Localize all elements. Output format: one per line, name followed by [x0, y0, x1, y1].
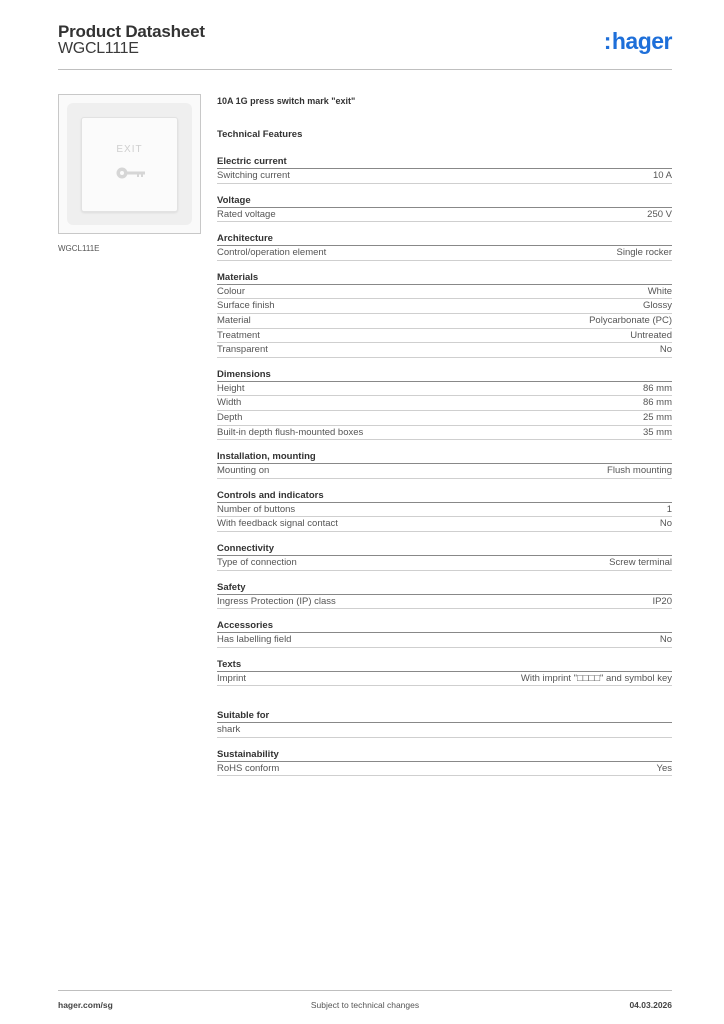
spec-label: Mounting on — [217, 465, 270, 477]
spec-value: No — [659, 344, 672, 356]
hager-logo — [604, 28, 672, 55]
extra-sections — [217, 709, 672, 776]
section-title: Suitable for — [217, 709, 672, 723]
spec-row — [217, 595, 672, 610]
spec-value: 35 mm — [642, 426, 672, 438]
spec-label: Transparent — [217, 344, 268, 356]
spec-row — [217, 343, 672, 358]
spec-value: No — [659, 634, 672, 646]
spec-value: With imprint "□□□□" and symbol key — [520, 672, 672, 684]
spec-label: Has labelling field — [217, 634, 292, 646]
switch-plate — [67, 103, 192, 225]
spec-label: Number of buttons — [217, 503, 296, 515]
spec-value: IP20 — [652, 595, 672, 607]
spec-section — [217, 155, 672, 184]
spec-row — [217, 633, 672, 648]
switch-rocker — [81, 117, 178, 212]
section-title: Controls and indicators — [217, 489, 672, 503]
spec-row — [217, 382, 672, 397]
spec-section — [217, 542, 672, 571]
logo-colon: : — [603, 28, 611, 54]
spec-label: Height — [217, 382, 245, 394]
spec-row — [217, 208, 672, 223]
spec-section — [217, 581, 672, 610]
document-subtitle: WGCL111E — [58, 40, 139, 57]
spec-section — [217, 450, 672, 479]
spec-value: Yes — [656, 762, 672, 774]
footer-note: Subject to technical changes — [310, 1000, 420, 1010]
footer-date: 04.03.2026 — [629, 1000, 672, 1010]
spec-label: Switching current — [217, 170, 290, 181]
technical-content — [217, 96, 672, 776]
spec-section — [217, 489, 672, 532]
spec-value: Single rocker — [616, 247, 672, 259]
spec-value: White — [647, 285, 672, 297]
logo-text: hager — [611, 28, 672, 54]
spec-section — [217, 658, 672, 687]
spec-row — [217, 329, 672, 344]
exit-mark: EXIT — [116, 144, 143, 155]
page-footer — [58, 990, 672, 1012]
section-title: Electric current — [217, 155, 672, 169]
page-header — [58, 22, 672, 70]
spec-label: Depth — [217, 411, 243, 423]
spec-label: Colour — [217, 285, 245, 297]
spec-row — [217, 285, 672, 300]
spec-section — [217, 748, 672, 777]
features-heading: Technical Features — [217, 129, 303, 140]
spec-value: 1 — [666, 503, 672, 515]
spec-value: Flush mounting — [607, 465, 672, 477]
spec-section — [217, 619, 672, 648]
section-title: Architecture — [217, 232, 672, 246]
section-title: Connectivity — [217, 542, 672, 556]
spec-section — [217, 194, 672, 223]
section-title: Voltage — [217, 194, 672, 208]
key-icon — [115, 166, 147, 180]
image-caption: WGCL111E — [58, 244, 100, 253]
section-title: Dimensions — [217, 368, 672, 382]
spec-value: 250 V — [647, 208, 672, 220]
spec-label: shark — [217, 724, 241, 736]
section-title: Materials — [217, 271, 672, 285]
spec-label: RoHS conform — [217, 762, 280, 774]
spec-value: No — [659, 518, 672, 530]
spec-value: 86 mm — [642, 382, 672, 394]
spec-row — [217, 411, 672, 426]
spec-label: Material — [217, 314, 251, 326]
spec-value: Polycarbonate (PC) — [589, 314, 672, 326]
spec-label: Imprint — [217, 672, 247, 684]
spec-row — [217, 517, 672, 532]
spec-section — [217, 709, 672, 738]
product-image — [58, 94, 201, 234]
spec-section — [217, 368, 672, 440]
spec-label: Rated voltage — [217, 208, 276, 220]
spec-value: 25 mm — [642, 411, 672, 423]
product-name: 10A 1G press switch mark "exit" — [217, 96, 356, 106]
spec-row — [217, 426, 672, 441]
spec-row — [217, 299, 672, 314]
spec-label: Surface finish — [217, 300, 275, 312]
spec-row — [217, 556, 672, 571]
spec-label: Width — [217, 397, 242, 409]
spec-value: Glossy — [642, 300, 672, 312]
spec-row — [217, 723, 672, 738]
section-title: Safety — [217, 581, 672, 595]
spec-value: Screw terminal — [609, 556, 672, 568]
document-title: Product Datasheet — [58, 22, 205, 41]
spec-row — [217, 762, 672, 777]
spec-label: Type of connection — [217, 556, 297, 568]
spec-label: Control/operation element — [217, 247, 327, 259]
spec-value: Untreated — [630, 329, 672, 341]
spec-row — [217, 169, 672, 184]
spec-row — [217, 464, 672, 479]
spec-section — [217, 271, 672, 358]
section-title: Installation, mounting — [217, 450, 672, 464]
spec-row — [217, 672, 672, 687]
spec-label: Built-in depth flush-mounted boxes — [217, 426, 364, 438]
spec-value: 86 mm — [642, 397, 672, 409]
spec-row — [217, 503, 672, 518]
section-title: Accessories — [217, 619, 672, 633]
spec-row — [217, 396, 672, 411]
footer-website: hager.com/sg — [58, 1000, 113, 1010]
spec-label: Treatment — [217, 329, 260, 341]
spec-value: 10 A — [652, 170, 672, 181]
spec-label: With feedback signal contact — [217, 518, 338, 530]
section-title: Texts — [217, 658, 672, 672]
section-title: Sustainability — [217, 748, 672, 762]
spec-label: Ingress Protection (IP) class — [217, 595, 336, 607]
spec-section — [217, 232, 672, 261]
spec-row — [217, 314, 672, 329]
feature-sections — [217, 155, 672, 686]
spec-row — [217, 246, 672, 261]
